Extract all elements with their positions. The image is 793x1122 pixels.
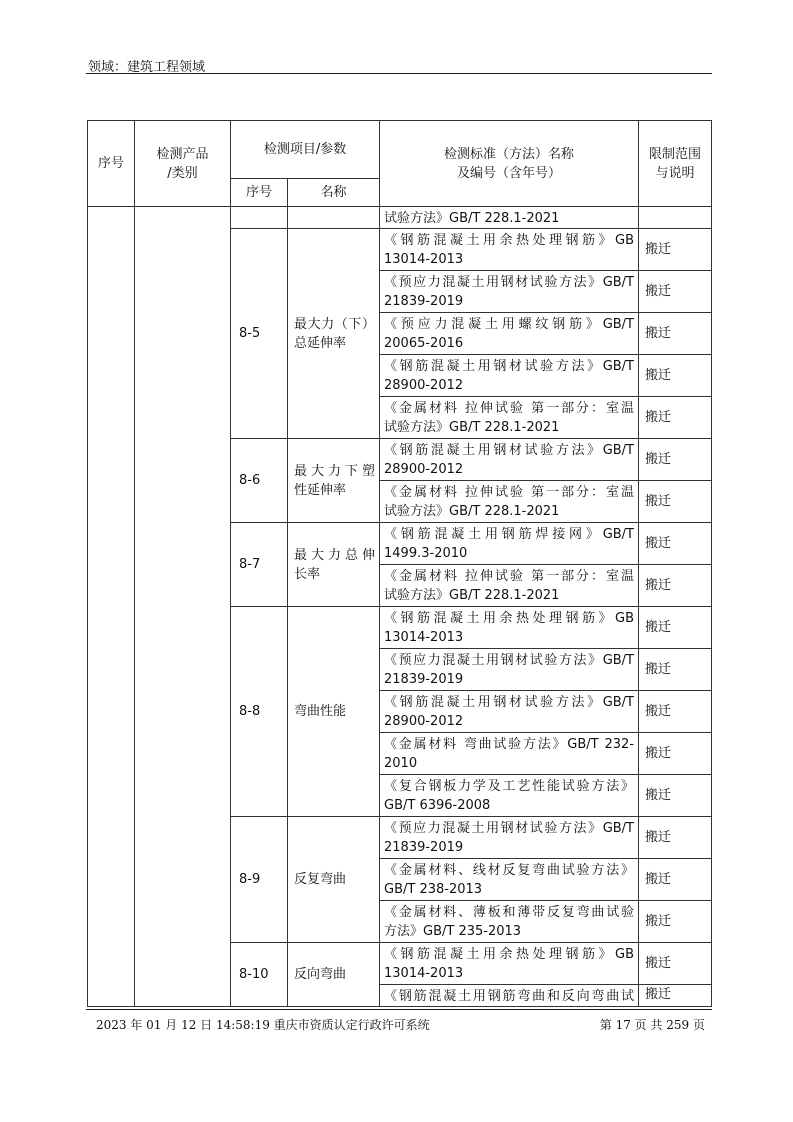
header-sub-seq: 序号	[231, 179, 288, 207]
item-name-line: 最大力下塑	[294, 463, 376, 479]
item-name-line: 长率	[294, 566, 321, 582]
limit-cell: 搬迁	[639, 691, 712, 733]
footer-page-number: 第 17 页 共 259 页	[599, 1018, 705, 1032]
header-limit-line1: 限制范围	[649, 146, 702, 162]
cell-seq-main	[88, 207, 135, 1007]
standard-cell	[380, 355, 639, 397]
standard-cell	[380, 943, 639, 985]
item-name-cell	[288, 943, 380, 1007]
limit-cell: 搬迁	[639, 397, 712, 439]
limit-cell: 搬迁	[639, 985, 712, 1007]
limit-cell: 搬迁	[639, 943, 712, 985]
limit-cell: 搬迁	[639, 565, 712, 607]
limit-cell: 搬迁	[639, 859, 712, 901]
standard-line: 试验方法》GB/T 228.1-2021	[384, 504, 560, 519]
header-limit-line2: 与说明	[655, 165, 695, 181]
item-seq-cell: 8-8	[231, 607, 288, 817]
standard-line: 《金属材料 拉伸试验 第一部分：室温	[384, 569, 635, 584]
standard-line: 《金属材料 拉伸试验 第一部分：室温	[384, 485, 635, 500]
item-name-cell	[288, 523, 380, 607]
standard-line: 13014-2013	[384, 630, 464, 645]
limit-cell: 搬迁	[639, 775, 712, 817]
standard-line: 1499.3-2010	[384, 546, 468, 561]
item-name-line: 性延伸率	[294, 482, 347, 498]
item-name-cell	[288, 439, 380, 523]
cell-product-main	[135, 207, 231, 1007]
limit-cell: 搬迁	[639, 229, 712, 271]
item-name-line: 反向弯曲	[294, 967, 347, 982]
standard-cell	[380, 565, 639, 607]
standard-cell	[380, 481, 639, 523]
header-product	[135, 121, 231, 207]
limit-cell: 搬迁	[639, 481, 712, 523]
item-name-line: 弯曲性能	[294, 704, 347, 719]
standard-line: 《钢筋混凝土用钢材试验方法》GB/T	[384, 695, 635, 710]
cell-sub-name-carry	[288, 207, 380, 229]
standard-cell	[380, 229, 639, 271]
table-body	[88, 207, 712, 1007]
cell-standard-carry	[380, 207, 639, 229]
header-limit	[639, 121, 712, 207]
footer-rule	[86, 1009, 712, 1010]
limit-cell: 搬迁	[639, 649, 712, 691]
limit-cell: 搬迁	[639, 439, 712, 481]
standard-cell	[380, 649, 639, 691]
standard-cell	[380, 691, 639, 733]
limit-cell: 搬迁	[639, 271, 712, 313]
standard-line: 28900-2012	[384, 462, 464, 477]
item-name-line: 最大力（下）	[294, 316, 376, 332]
standard-line: 《钢筋混凝土用钢材试验方法》GB/T	[384, 443, 635, 458]
standard-cell	[380, 817, 639, 859]
standard-line: 《金属材料 拉伸试验 第一部分：室温	[384, 401, 635, 416]
header-standard	[380, 121, 639, 207]
limit-cell: 搬迁	[639, 355, 712, 397]
standard-line: 21839-2019	[384, 672, 464, 687]
limit-cell: 搬迁	[639, 313, 712, 355]
standard-line: 《金属材料、薄板和薄带反复弯曲试验	[384, 905, 635, 920]
cell-sub-seq-carry	[231, 207, 288, 229]
header-product-line2: /类别	[167, 165, 198, 181]
item-seq-cell: 8-5	[231, 229, 288, 439]
header-product-line1: 检测产品	[156, 146, 209, 162]
standard-line: 方法》GB/T 235-2013	[384, 924, 522, 939]
standard-line: 《钢筋混凝土用钢筋焊接网》GB/T	[384, 527, 635, 542]
standard-line: 《预应力混凝土用钢材试验方法》GB/T	[384, 821, 635, 836]
limit-cell: 搬迁	[639, 733, 712, 775]
standard-cell	[380, 775, 639, 817]
footer-timestamp-system: 2023 年 01 月 12 日 14:58:19 重庆市资质认定行政许可系统	[96, 1018, 430, 1032]
header-item: 检测项目/参数	[231, 121, 380, 179]
item-name-cell	[288, 817, 380, 943]
item-name-line: 最大力总伸	[294, 547, 376, 563]
standard-line: 《预应力混凝土用钢材试验方法》GB/T	[384, 275, 635, 290]
header-rule	[86, 73, 712, 74]
item-seq-cell: 8-7	[231, 523, 288, 607]
item-seq-cell: 8-9	[231, 817, 288, 943]
standard-line: 《钢筋混凝土用余热处理钢筋》GB	[384, 947, 635, 962]
cell-limit-carry	[639, 207, 712, 229]
standard-line: 《钢筋混凝土用钢材试验方法》GB/T	[384, 359, 635, 374]
standard-line: 《预应力混凝土用螺纹钢筋》GB/T	[384, 317, 635, 332]
standard-line: 《钢筋混凝土用余热处理钢筋》GB	[384, 611, 635, 626]
standard-line: 《金属材料 弯曲试验方法》GB/T 232-	[384, 737, 635, 752]
item-name-cell	[288, 229, 380, 439]
standard-line: 20065-2016	[384, 336, 464, 351]
standard-line: 试验方法》GB/T 228.1-2021	[384, 420, 560, 435]
header-standard-line1: 检测标准（方法）名称	[444, 146, 575, 162]
item-name-line: 总延伸率	[294, 335, 347, 351]
limit-cell: 搬迁	[639, 901, 712, 943]
standard-cell	[380, 607, 639, 649]
standard-cell	[380, 271, 639, 313]
header-sub-name: 名称	[288, 179, 380, 207]
header-standard-line2: 及编号（含年号）	[457, 165, 562, 181]
standard-line: 21839-2019	[384, 840, 464, 855]
table-row-carryover	[88, 207, 712, 229]
standard-line: 《钢筋混凝土用余热处理钢筋》GB	[384, 233, 635, 248]
item-name-line: 反复弯曲	[294, 872, 347, 887]
standard-line: 21839-2019	[384, 294, 464, 309]
standard-line: 《金属材料、线材反复弯曲试验方法》	[384, 863, 635, 878]
standard-line: 2010	[384, 756, 418, 771]
standard-line: 28900-2012	[384, 378, 464, 393]
header-seq: 序号	[88, 121, 135, 207]
standard-cell	[380, 439, 639, 481]
standard-line: 13014-2013	[384, 966, 464, 981]
limit-cell: 搬迁	[639, 607, 712, 649]
standard-line: 《复合钢板力学及工艺性能试验方法》	[384, 779, 635, 794]
standard-line: 《预应力混凝土用钢材试验方法》GB/T	[384, 653, 635, 668]
standard-cell	[380, 313, 639, 355]
standard-cell	[380, 733, 639, 775]
standard-line: GB/T 238-2013	[384, 882, 483, 897]
item-seq-cell: 8-10	[231, 943, 288, 1007]
standard-cell	[380, 523, 639, 565]
standard-cell	[380, 901, 639, 943]
item-name-cell	[288, 607, 380, 817]
standard-cell	[380, 397, 639, 439]
standard-line: 13014-2013	[384, 252, 464, 267]
standard-line: GB/T 6396-2008	[384, 798, 491, 813]
header-domain-label: 领域：建筑工程领域	[88, 60, 206, 75]
standard-cell	[380, 985, 639, 1007]
standard-cell	[380, 859, 639, 901]
standard-line: 28900-2012	[384, 714, 464, 729]
standards-table	[87, 120, 712, 1007]
standard-line: 试验方法》GB/T 228.1-2021	[384, 588, 560, 603]
standard-line: 试验方法》GB/T 228.1-2021	[384, 211, 560, 226]
limit-cell: 搬迁	[639, 817, 712, 859]
limit-cell: 搬迁	[639, 523, 712, 565]
item-seq-cell: 8-6	[231, 439, 288, 523]
standard-line: 《钢筋混凝土用钢筋弯曲和反向弯曲试	[384, 989, 635, 1004]
